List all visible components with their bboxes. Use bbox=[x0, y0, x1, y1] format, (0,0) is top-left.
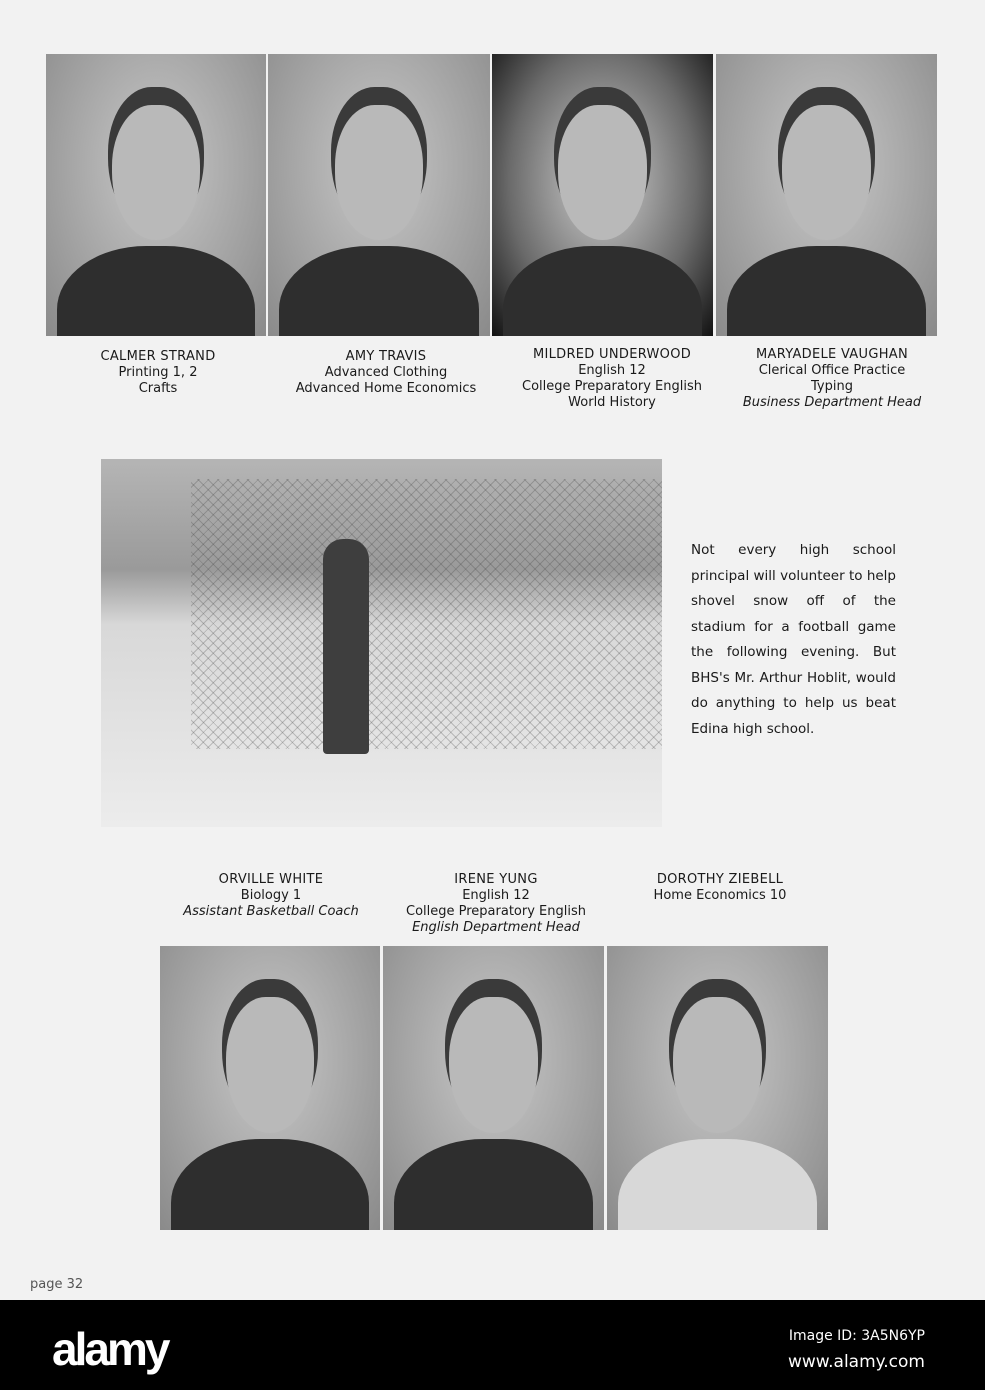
subject: Typing bbox=[811, 379, 853, 394]
photo-principal-shoveling-snow bbox=[101, 459, 662, 827]
subject: College Preparatory English bbox=[406, 904, 586, 919]
photo-caption: Not every high school principal will volunteer to help shovel snow off of the stadium for a football game the following evening. But BHS's Mr. Arthur Hoblit, would do anything to help us beat Edina high school. bbox=[691, 542, 896, 737]
teacher-name: CALMER STRAND bbox=[100, 349, 216, 364]
portrait-amy-travis bbox=[268, 54, 490, 336]
caption-amy-travis bbox=[271, 349, 501, 397]
caption-irene-yung bbox=[381, 872, 611, 936]
subject: Home Economics 10 bbox=[653, 888, 787, 903]
teacher-name: MARYADELE VAUGHAN bbox=[756, 347, 908, 362]
teacher-name: IRENE YUNG bbox=[454, 872, 538, 887]
site-url: www.alamy.com bbox=[787, 1352, 925, 1372]
teacher-name: ORVILLE WHITE bbox=[218, 872, 324, 887]
title: English Department Head bbox=[412, 920, 580, 935]
subject: College Preparatory English bbox=[522, 379, 702, 394]
watermark-footer bbox=[0, 1300, 985, 1390]
title: Business Department Head bbox=[742, 395, 922, 410]
subject: World History bbox=[568, 395, 656, 410]
portrait-calmer-strand bbox=[46, 54, 266, 336]
portrait-irene-yung bbox=[383, 946, 604, 1230]
subject: Advanced Home Economics bbox=[295, 381, 477, 396]
portrait-orville-white bbox=[160, 946, 380, 1230]
subject: Printing 1, 2 bbox=[118, 365, 198, 380]
subject: English 12 bbox=[462, 888, 530, 903]
alamy-logo: alamy bbox=[52, 1323, 168, 1375]
subject: Crafts bbox=[138, 381, 178, 396]
subject: Biology 1 bbox=[240, 888, 302, 903]
caption-orville-white bbox=[156, 872, 386, 920]
portrait-dorothy-ziebell bbox=[607, 946, 828, 1230]
teacher-name: DOROTHY ZIEBELL bbox=[656, 872, 784, 887]
portrait-mildred-underwood bbox=[492, 54, 713, 336]
caption-maryadele-vaughan bbox=[717, 347, 947, 411]
teacher-name: MILDRED UNDERWOOD bbox=[532, 347, 692, 362]
portrait-maryadele-vaughan bbox=[716, 54, 937, 336]
subject: Advanced Clothing bbox=[324, 365, 448, 380]
teacher-name: AMY TRAVIS bbox=[345, 349, 427, 364]
caption-mildred-underwood bbox=[497, 347, 727, 411]
caption-dorothy-ziebell bbox=[605, 872, 835, 904]
image-id: Image ID: 3A5N6YP bbox=[788, 1328, 925, 1344]
subject: English 12 bbox=[578, 363, 646, 378]
caption-calmer-strand bbox=[43, 349, 273, 397]
page-number: page 32 bbox=[30, 1277, 84, 1292]
title: Assistant Basketball Coach bbox=[183, 904, 359, 919]
subject: Clerical Office Practice bbox=[758, 363, 906, 378]
